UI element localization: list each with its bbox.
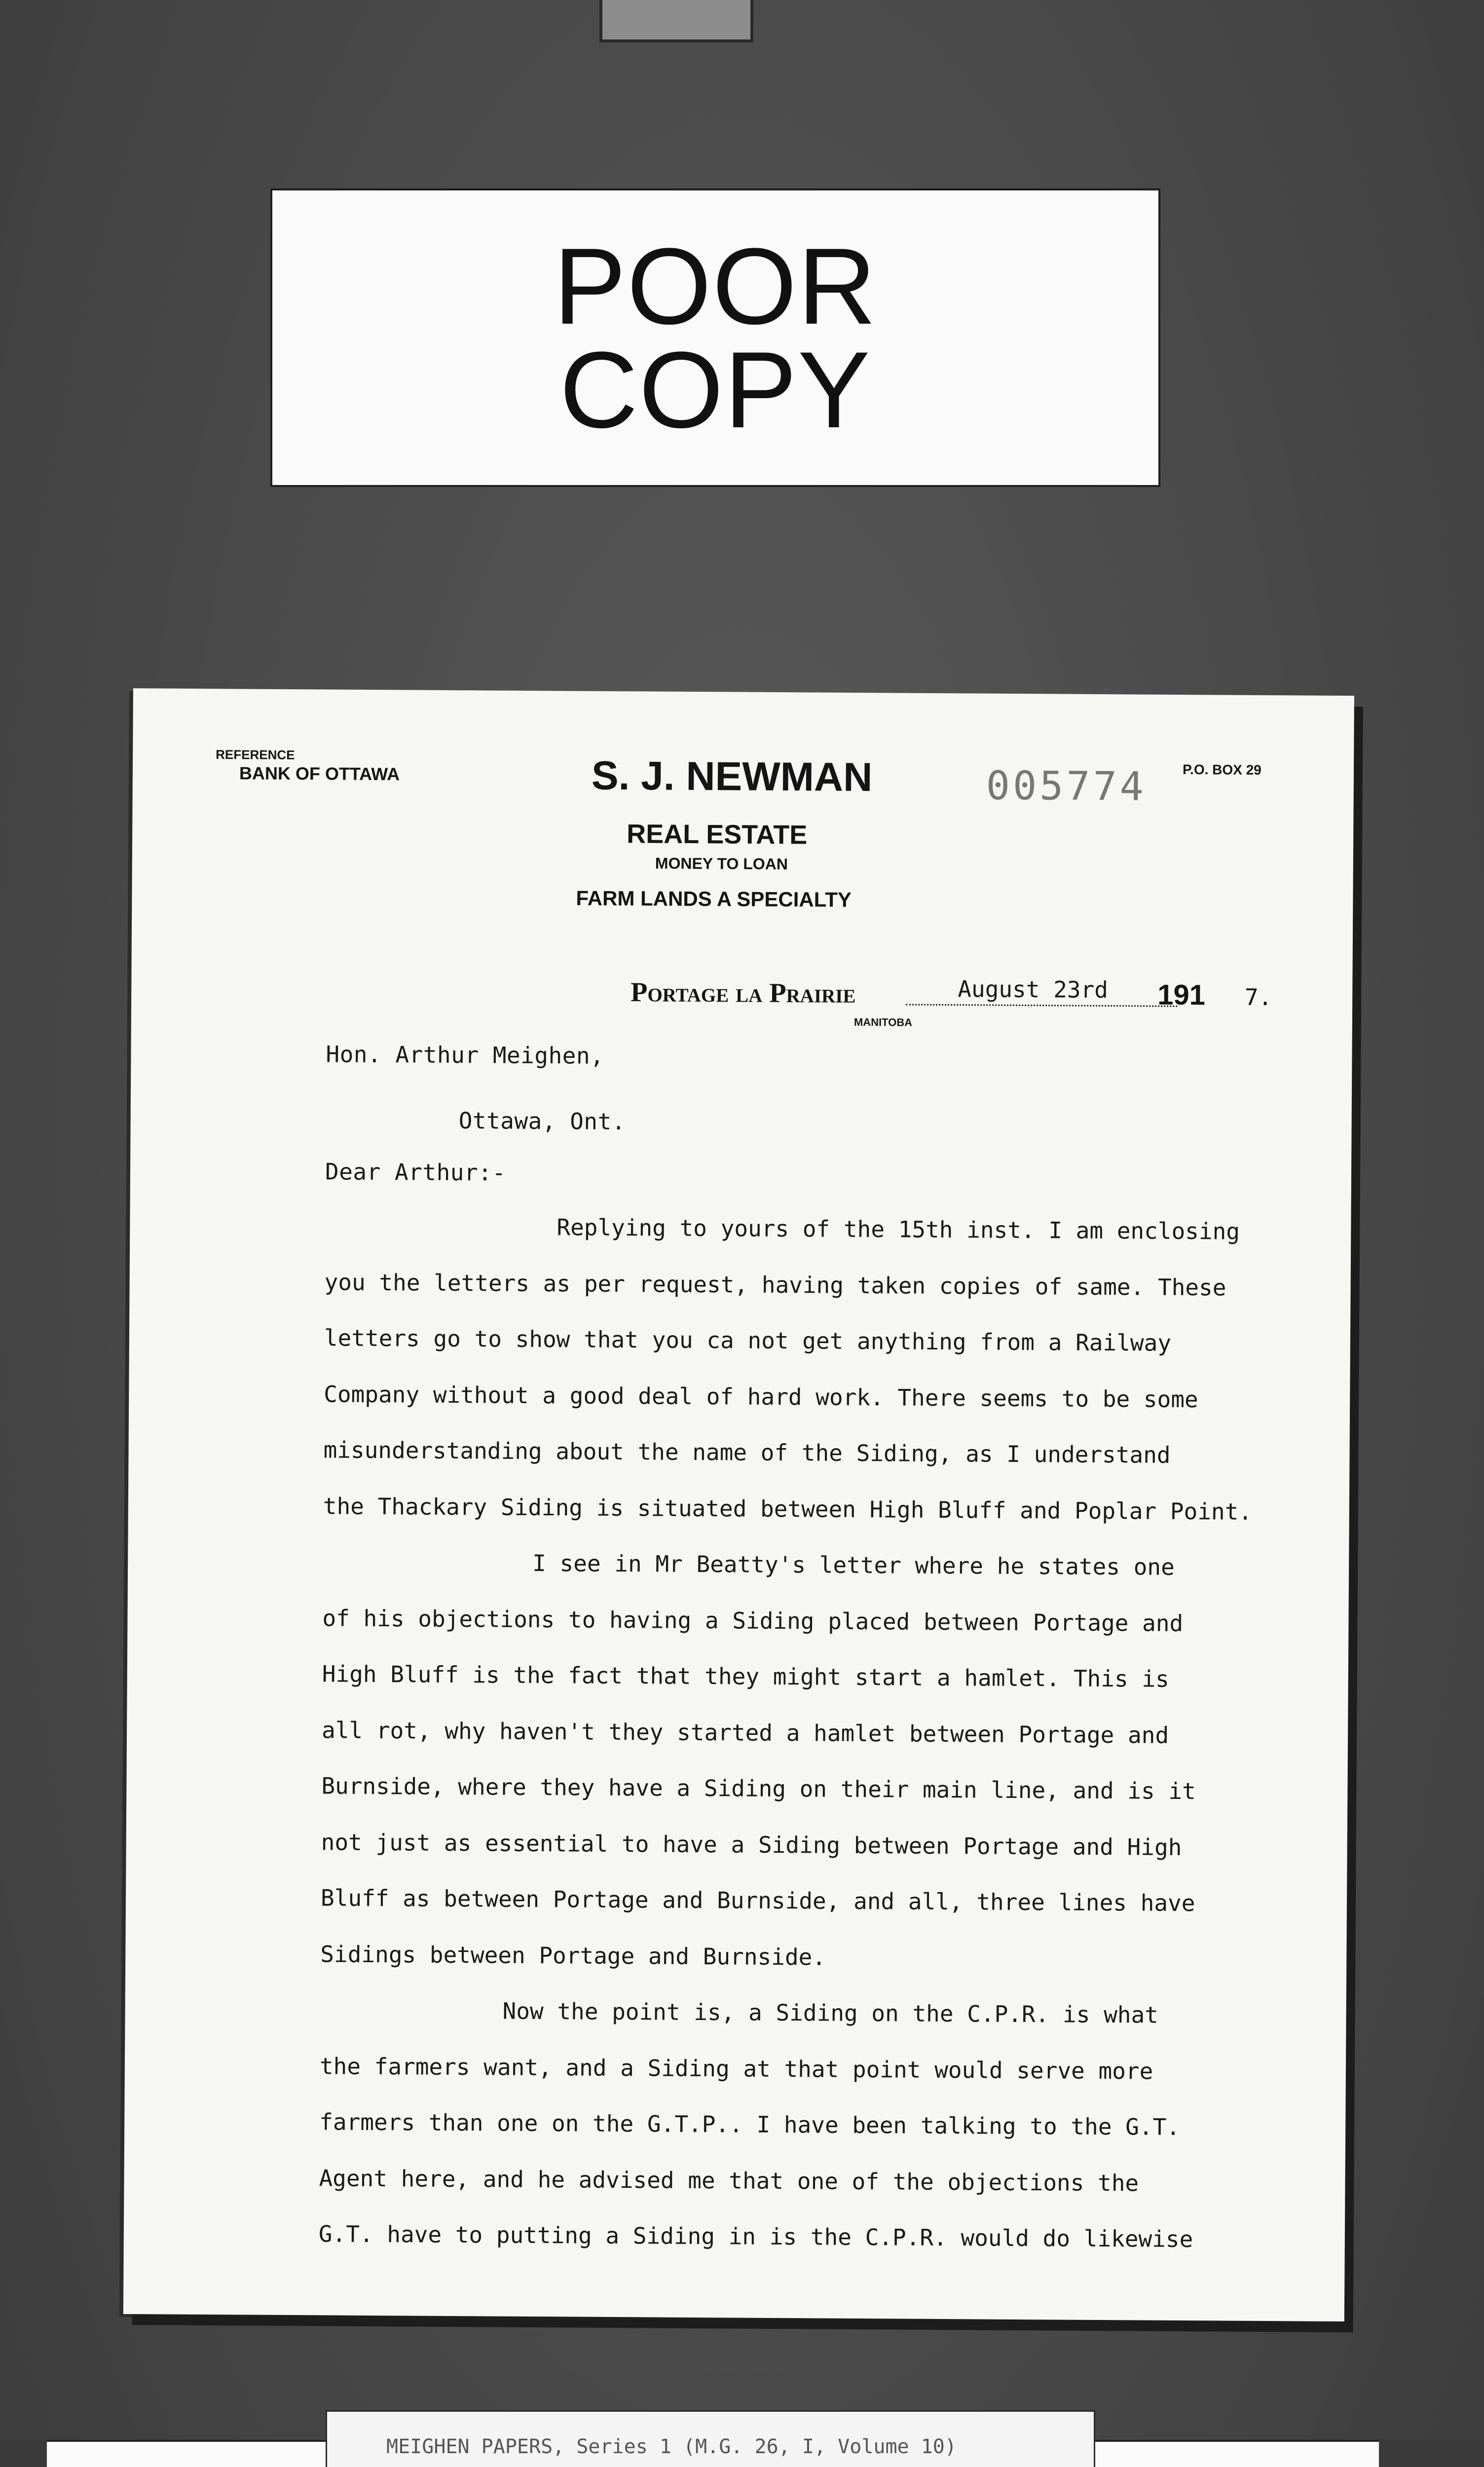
year-prefix: 191 bbox=[1157, 978, 1206, 1011]
poor-copy-line-2: COPY bbox=[559, 329, 871, 450]
body-line: Bluff as between Portage and Burnside, and all, three lines have bbox=[320, 1884, 1195, 1917]
body-line: you the letters as per request, having taken copies of same. These bbox=[324, 1268, 1226, 1301]
firm-specialty: FARM LANDS A SPECIALTY bbox=[576, 886, 852, 911]
body-line: of his objections to having a Siding placed between Portage and bbox=[322, 1604, 1184, 1637]
firm-subline: MONEY TO LOAN bbox=[655, 854, 788, 873]
body-line: the Thackary Siding is situated between High Bluff and Poplar Point. bbox=[323, 1492, 1253, 1525]
poor-copy-line-1: POOR bbox=[554, 225, 877, 347]
body-line: farmers than one on the G.T.P.. I have been talking to the G.T. bbox=[319, 2108, 1181, 2141]
body-line: all rot, why haven't they started a hamlet between Portage and bbox=[321, 1716, 1169, 1749]
salutation: Dear Arthur:- bbox=[325, 1158, 506, 1186]
body-line: letters go to show that you ca not get anything from a Railway bbox=[324, 1324, 1172, 1356]
po-box: P.O. BOX 29 bbox=[1182, 761, 1261, 778]
archive-reference: MEIGHEN PAPERS, Series 1 (M.G. 26, I, Volume 10) bbox=[386, 2435, 957, 2458]
year-suffix: 7. bbox=[1244, 983, 1272, 1011]
firm-trade: REAL ESTATE bbox=[627, 819, 808, 850]
poor-copy-stamp bbox=[270, 188, 1160, 487]
body-line: Sidings between Portage and Burnside. bbox=[320, 1940, 826, 1971]
body-line: G.T. have to putting a Siding in is the C.P.R. would do likewise bbox=[318, 2220, 1193, 2253]
right-edge bbox=[1379, 2440, 1484, 2467]
letter-sheet bbox=[123, 688, 1354, 2321]
body-line: Now the point is, a Siding on the C.P.R. is what bbox=[502, 1997, 1159, 2028]
top-clip bbox=[599, 0, 753, 42]
letter-year bbox=[1157, 978, 1272, 1012]
province-name: MANITOBA bbox=[853, 1015, 913, 1029]
reference-bank: BANK OF OTTAWA bbox=[239, 763, 400, 785]
reference-label: REFERENCE bbox=[216, 747, 295, 763]
place-name: Portage la Prairie bbox=[631, 977, 856, 1009]
left-edge bbox=[0, 2440, 47, 2467]
body-line: High Bluff is the fact that they might start a hamlet. This is bbox=[322, 1660, 1170, 1692]
archive-reference-tab bbox=[326, 2410, 1095, 2467]
firm-name: S. J. NEWMAN bbox=[591, 753, 873, 800]
body-line: I see in Mr Beatty's letter where he states one bbox=[532, 1549, 1175, 1580]
body-line: Replying to yours of the 15th inst. I am enclosing bbox=[556, 1214, 1240, 1245]
document-number: 005774 bbox=[986, 762, 1147, 810]
recipient-address: Ottawa, Ont. bbox=[458, 1107, 626, 1135]
body-line: Agent here, and he advised me that one of the objections the bbox=[319, 2164, 1139, 2197]
letter-date: August 23rd bbox=[958, 975, 1109, 1004]
body-line: not just as essential to have a Siding between Portage and High bbox=[321, 1828, 1182, 1861]
body-line: Burnside, where they have a Siding on their main line, and is it bbox=[321, 1772, 1196, 1805]
recipient-name: Hon. Arthur Meighen, bbox=[326, 1041, 604, 1069]
body-line: the farmers want, and a Siding at that point would serve more bbox=[319, 2052, 1153, 2085]
body-line: misunderstanding about the name of the Siding, as I understand bbox=[323, 1436, 1171, 1468]
body-line: Company without a good deal of hard work. There seems to be some bbox=[324, 1380, 1198, 1413]
